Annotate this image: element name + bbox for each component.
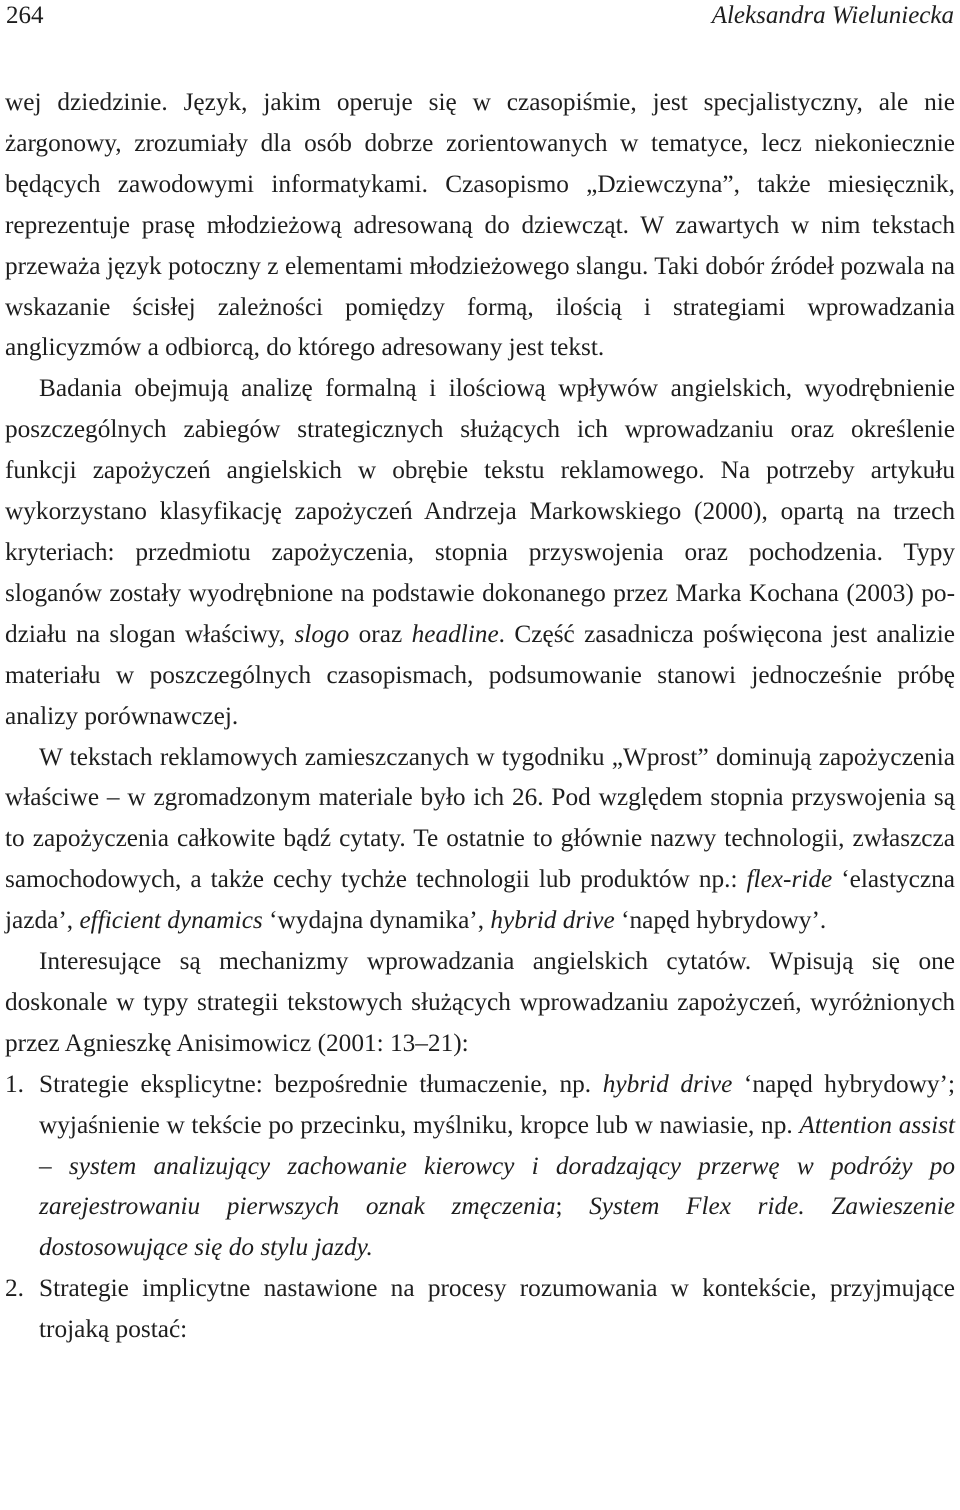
text-run: ‘elastyczna jazda’, xyxy=(5,865,955,935)
italic-term: headline xyxy=(411,619,499,648)
paragraph-3 xyxy=(5,737,955,942)
text-run: Interesujące są mechanizmy wprowadzania angielskich cytatów. Wpisują się one doskonale w typy strategii tekstowych służących wprowadzaniu zapożyczeń, wyróżnionych przez Agnieszkę Anisimowicz (2001: 13–21): xyxy=(5,947,955,1057)
text-run: Strategie eksplicytne: bezpośrednie tłumaczenie, np. xyxy=(39,1069,592,1098)
text-run: Badania obejmują analizę formalną i ilościową wpływów angielskich, wyodrębnienie poszczególnych zabiegów strategicznych służących ich wprowadzaniu oraz określenie funkcji zapożyczeń angielskich w obrębie tekstu reklamowego. Na potrzeby artykułu wykorzystano klasyfikację zapożyczeń Andrzeja Markowskiego (2000), opartą na trzech kryteriach: przedmiotu zapożyczenia, stopnia przyswojenia oraz pochodzenia. Typy sloganów zostały wyodrębnione na podstawie dokonanego przez Marka Kochana (2003) podziału na slogan właściwy, xyxy=(5,374,955,648)
text-run: W tekstach reklamowych zamieszczanych w tygodniku „Wprost” dominują zapożyczenia właściwe – w zgromadzonym materiale było ich 26. Pod względem stopnia przyswojenia są to zapożyczenia całkowite bądź cytaty. Te ostatnie to głównie nazwy technologii, zwłaszcza samochodowych, a także cechy tychże technologii lub produktów np.: xyxy=(5,742,955,894)
italic-term: slogo xyxy=(294,619,350,648)
text-run: ; xyxy=(555,1192,563,1221)
text-run: ‘wydajna dynamika’, xyxy=(269,906,485,935)
paragraph-1 xyxy=(5,82,955,368)
text-run: Strategie implicytne nastawione na procesy rozumowania w kontekście, przyjmujące trojaką postać: xyxy=(39,1274,955,1344)
italic-example: Attention assist – system analizujący zachowanie kierowcy i doradzający przerwę w podróży po zarejestrowaniu pierwszych oznak zmęczenia xyxy=(39,1110,955,1221)
list-number: 2. xyxy=(5,1274,24,1303)
running-head-author: Aleksandra Wieluniecka xyxy=(711,2,954,29)
page-number: 264 xyxy=(6,2,44,29)
italic-term: flex-ride xyxy=(746,865,833,894)
paragraph-4 xyxy=(5,941,955,1064)
text-run: oraz xyxy=(358,619,403,648)
list-item-text xyxy=(39,1064,955,1269)
list-item-text xyxy=(39,1268,955,1350)
text-run: ‘napęd hybrydowy’. xyxy=(621,906,827,935)
italic-example: System Flex ride. Zawieszenie dostosowujące się do stylu jazdy. xyxy=(39,1192,955,1262)
list-item-2 xyxy=(5,1268,955,1350)
paragraph-2 xyxy=(5,368,955,736)
text-run: ‘napęd hybrydowy’; wyjaśnienie w tekście po przecinku, myślniku, kropce lub w nawiasie, np. xyxy=(39,1069,955,1139)
text-run: . Część zasadnicza poświęcona jest analizie materiału w poszczególnych czasopismach, podsumowanie stanowi jednocześnie próbę analizy porównawczej. xyxy=(5,619,955,730)
list-number: 1. xyxy=(5,1069,24,1098)
list-item-1 xyxy=(5,1064,955,1269)
italic-term: hybrid drive xyxy=(490,906,615,935)
text-run: wej dziedzinie. Język, jakim operuje się w czasopiśmie, jest specjalistyczny, ale nie żargonowy, zrozumiały dla osób dobrze zorientowanych w tematyce, lecz niekoniecznie będących zawodowymi informatykami. Czasopismo „Dziewczyna”, także miesięcznik, reprezentuje prasę młodzieżową adresowaną do dziewcząt. W zawartych w nim tekstach przeważa język potoczny z elementami młodzieżowego slangu. Taki dobór źródeł pozwala na wskazanie ścisłej zależności pomiędzy formą, ilością i strategiami wprowadzania anglicyzmów a odbiorcą, do którego adresowany jest tekst. xyxy=(5,88,955,362)
italic-term: hybrid drive xyxy=(602,1069,733,1098)
italic-term: efficient dynamics xyxy=(79,906,263,935)
body-text xyxy=(5,82,955,1350)
running-head xyxy=(0,0,960,44)
